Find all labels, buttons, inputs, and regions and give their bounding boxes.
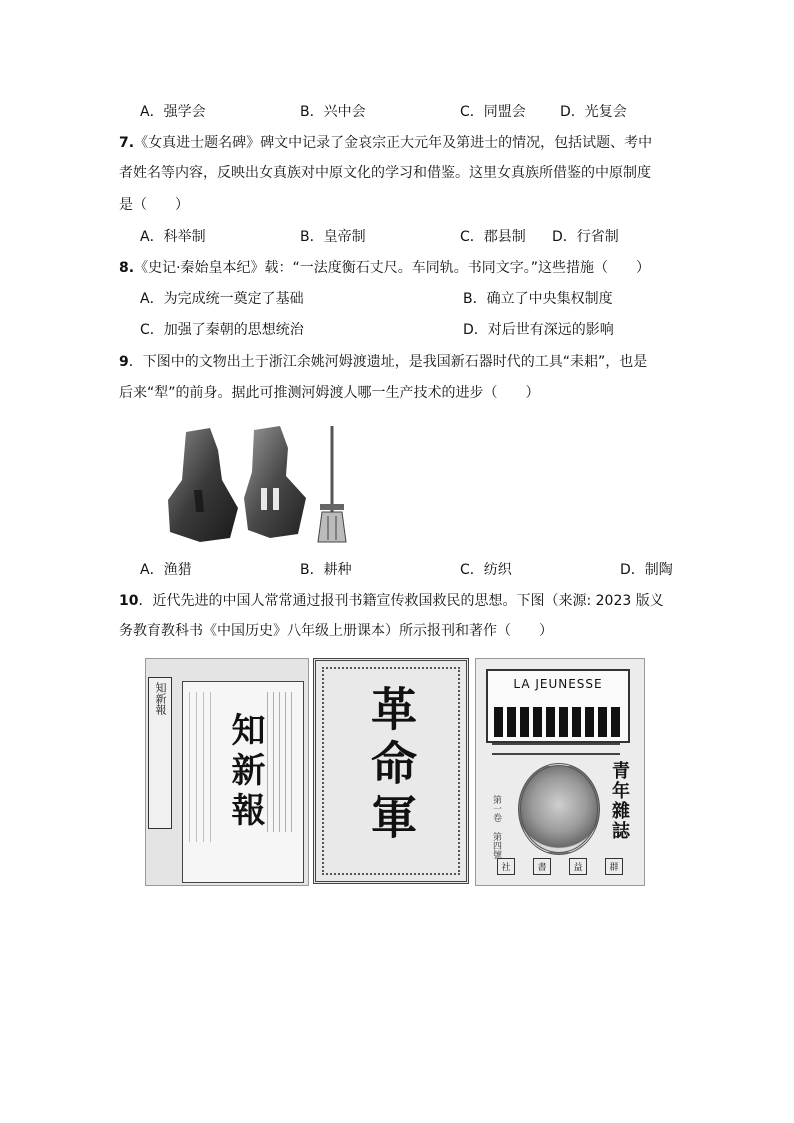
zhixinbao-spine: 知新報	[148, 677, 172, 829]
q7-option-d[interactable]: D．行省制	[552, 229, 619, 245]
q8-option-a[interactable]: A．为完成统一奠定了基础	[140, 291, 304, 307]
zhixinbao-cover	[145, 658, 309, 886]
q9-line-1: 9．下图中的文物出土于浙江余姚河姆渡遗址，是我国新石器时代的工具“耒耜”，也是	[119, 354, 648, 370]
q8-option-d[interactable]: D．对后世有深远的影响	[463, 322, 614, 338]
q10-line-2: 务教育教科书《中国历史》八年级上册课本）所示报刊和著作（ ）	[119, 623, 553, 639]
gemingjun-title: 革命軍	[364, 685, 418, 847]
youth-silhouettes	[494, 707, 622, 737]
q6-option-c[interactable]: C．同盟会	[460, 104, 526, 120]
q10-line-1: 10．近代先进的中国人常常通过报刊书籍宣传救国救民的思想。下图（来源: 2023 版义	[119, 593, 664, 609]
q6-option-b[interactable]: B．兴中会	[300, 104, 366, 120]
la-jeunesse-title: LA JEUNESSE	[513, 677, 603, 691]
q9-option-b[interactable]: B．耕种	[300, 562, 352, 578]
q6-option-d[interactable]: D．光复会	[560, 104, 627, 120]
q9-option-d[interactable]: D．制陶	[620, 562, 673, 578]
artifact-two	[244, 426, 306, 538]
q8-line-1: 8.《史记·秦始皇本纪》载：“一法度衡石丈尺。车同轨。书同文字。”这些措施（ ）	[119, 260, 651, 276]
issue-label: 第一卷 第四號	[491, 795, 501, 859]
artifact-one	[168, 428, 238, 542]
zhixinbao-small-print	[267, 692, 297, 832]
q7-number: 7	[119, 135, 129, 151]
q9-option-a[interactable]: A．渔猎	[140, 562, 192, 578]
zhixinbao-panel	[182, 681, 304, 883]
la-jeunesse-banner	[486, 669, 630, 743]
portrait-medallion	[518, 763, 600, 855]
publications-figure	[145, 658, 645, 886]
q7-line-1: 7.《女真进士题名碑》碑文中记录了金哀宗正大元年及第进士的情况，包括试题、考中	[119, 135, 653, 151]
q9-option-c[interactable]: C．纺织	[460, 562, 512, 578]
leisi-artifacts-figure	[160, 420, 360, 550]
qingnian-title: 青年雜誌	[609, 761, 630, 841]
q7-line-3: 是（ ）	[119, 197, 189, 213]
q7-option-b[interactable]: B．皇帝制	[300, 229, 366, 245]
q6-option-a[interactable]: A．强学会	[140, 104, 206, 120]
q7-option-a[interactable]: A．科举制	[140, 229, 206, 245]
q9-line-2: 后来“犁”的前身。据此可推测河姆渡人哪一生产技术的进步（ ）	[119, 385, 540, 401]
q7-option-c[interactable]: C．郡县制	[460, 229, 526, 245]
publisher-bar: 社 書 益 群	[488, 858, 632, 875]
q8-option-c[interactable]: C．加强了秦朝的思想统治	[140, 322, 304, 338]
zhixinbao-title: 知新報	[225, 712, 265, 832]
q8-option-b[interactable]: B．确立了中央集权制度	[463, 291, 613, 307]
qingnian-cover	[475, 658, 645, 886]
gemingjun-cover	[313, 658, 469, 884]
q7-line-2: 者姓名等内容，反映出女真族对中原文化的学习和借鉴。这里女真族所借鉴的中原制度	[119, 165, 651, 181]
